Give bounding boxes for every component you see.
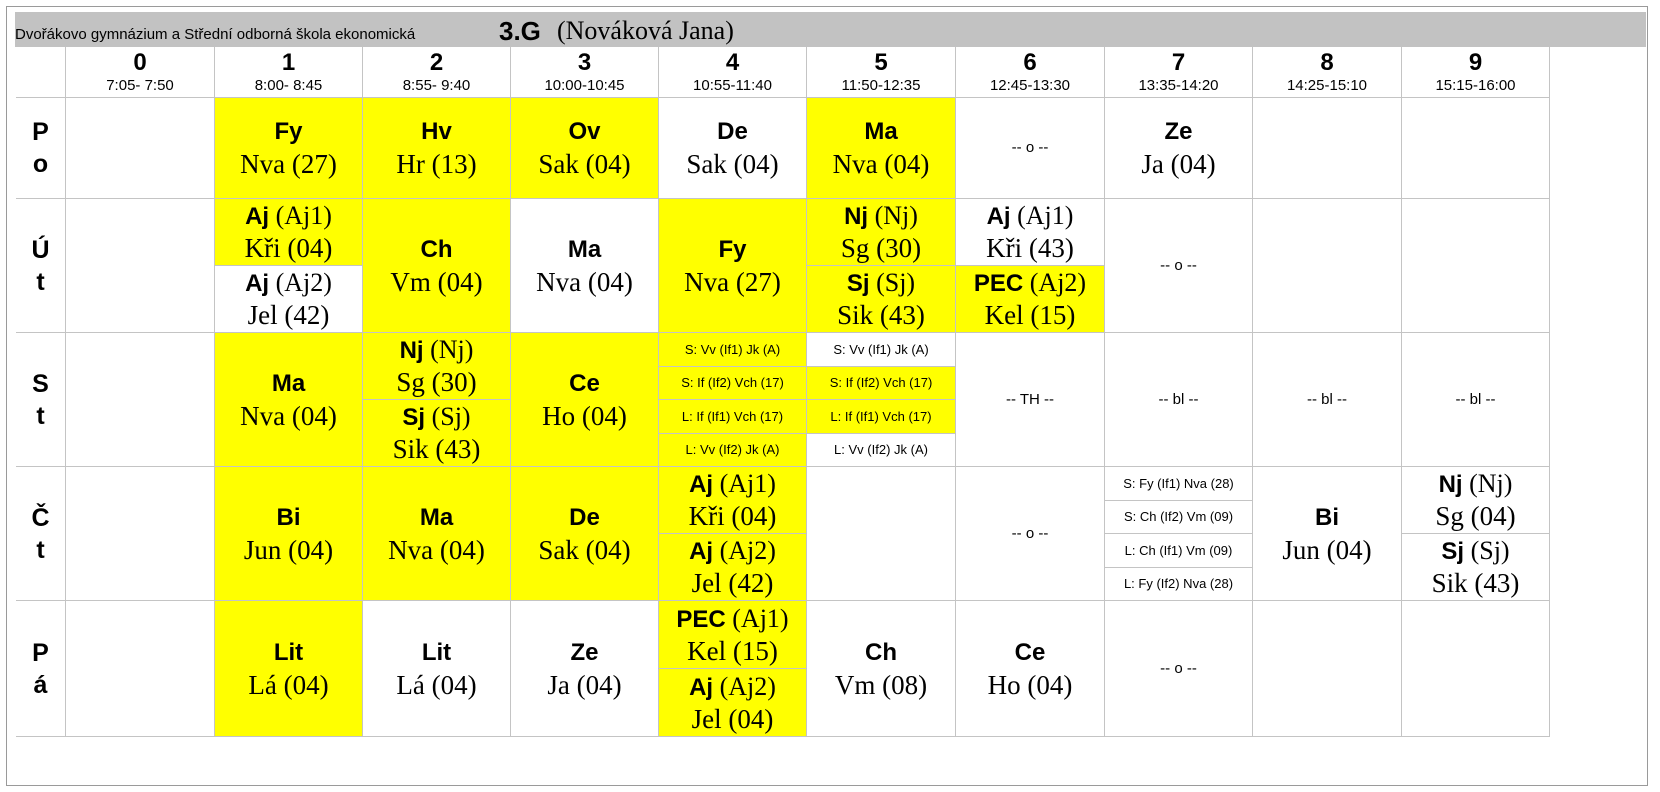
lesson-cell xyxy=(1402,333,1550,467)
lesson-teacher-room: Sg (30) xyxy=(840,233,922,263)
lesson-cell xyxy=(215,601,363,737)
lesson-cell xyxy=(215,98,363,199)
lesson-subject xyxy=(511,368,658,400)
lesson-teacher-room: Lá (04) xyxy=(396,669,477,700)
lesson-subject xyxy=(807,116,955,148)
lesson-cell xyxy=(807,266,956,333)
day-label-3 xyxy=(16,467,66,601)
subject-code: Sj xyxy=(846,270,870,297)
lesson-cell xyxy=(659,367,807,400)
slot-note: -- o -- xyxy=(1011,139,1049,156)
lesson-subject xyxy=(363,116,510,148)
lesson-teacher-room: Sg (04) xyxy=(1435,501,1516,531)
lesson-cell xyxy=(363,199,511,333)
lesson-cell xyxy=(215,266,363,333)
subject-code: Hv xyxy=(421,118,452,145)
lesson-subject xyxy=(659,116,806,148)
lesson-subject xyxy=(807,637,955,669)
period-header-0 xyxy=(66,47,215,98)
lesson-split-entry: S: Ch (If2) Vm (09) xyxy=(1123,509,1234,524)
lesson-group: (Aj2) xyxy=(713,536,776,565)
empty-slot xyxy=(66,467,215,601)
lesson-cell xyxy=(659,467,807,534)
day-label-1 xyxy=(16,199,66,333)
subject-code: Nj xyxy=(844,203,869,230)
period-number: 6 xyxy=(1023,49,1037,76)
lesson-subject xyxy=(956,200,1104,232)
period-time: 10:00-10:45 xyxy=(544,77,625,94)
lesson-cell xyxy=(1402,534,1550,601)
slot-note: -- o -- xyxy=(1160,256,1197,274)
subject-code: Ma xyxy=(567,235,602,263)
subject-code: PEC xyxy=(676,605,726,633)
lesson-teacher-room: Nva (04) xyxy=(240,400,337,431)
period-header-5 xyxy=(807,47,956,98)
lesson-group: (Aj1) xyxy=(269,201,332,230)
period-header-1 xyxy=(215,47,363,98)
lesson-subject xyxy=(511,637,658,669)
subject-code: Bi xyxy=(1315,503,1339,531)
lesson-cell xyxy=(659,669,807,737)
period-number: 4 xyxy=(725,49,740,76)
subject-code: Lit xyxy=(273,638,304,666)
lesson-teacher-room: Nva (04) xyxy=(388,534,485,565)
lesson-cell xyxy=(807,98,956,199)
lesson-teacher-room: Ja (04) xyxy=(1141,149,1216,179)
slot-note: -- bl -- xyxy=(1455,390,1496,408)
period-number: 8 xyxy=(1320,49,1334,76)
day-letter: P xyxy=(32,638,49,667)
lesson-cell xyxy=(956,199,1105,266)
lesson-subject xyxy=(807,200,955,232)
lesson-group: (Sj) xyxy=(1464,536,1510,565)
lesson-subject xyxy=(511,502,658,534)
lesson-cell xyxy=(956,266,1105,333)
lesson-cell xyxy=(956,467,1105,601)
lesson-cell xyxy=(807,400,956,434)
lesson-cell xyxy=(1105,568,1253,601)
lesson-split-entry: S: Vv (If1) Jk (A) xyxy=(833,341,929,357)
day-letter: S xyxy=(32,369,49,398)
lesson-cell xyxy=(363,601,511,737)
subject-code: Fy xyxy=(274,118,303,145)
period-header-7 xyxy=(1105,47,1253,98)
lesson-cell xyxy=(1105,534,1253,568)
subject-code: Ov xyxy=(568,118,601,145)
empty-slot xyxy=(66,333,215,467)
empty-slot xyxy=(1402,601,1550,737)
lesson-cell xyxy=(1105,333,1253,467)
lesson-subject xyxy=(215,368,362,400)
lesson-teacher-room: Nva (27) xyxy=(240,149,337,179)
lesson-split-entry: S: If (If2) Vch (17) xyxy=(681,375,784,390)
subject-code: De xyxy=(717,118,748,145)
period-header-4 xyxy=(659,47,807,98)
lesson-teacher-room: Hr (13) xyxy=(396,149,477,179)
lesson-cell xyxy=(807,199,956,266)
lesson-split-entry: L: Fy (If2) Nva (28) xyxy=(1123,576,1234,591)
lesson-split-entry: S: If (If2) Vch (17) xyxy=(829,375,933,390)
subject-code: Lit xyxy=(421,638,452,666)
subject-code: Nj xyxy=(399,337,424,364)
subject-code: Aj xyxy=(689,673,714,701)
lesson-teacher-room: Jel (42) xyxy=(691,568,774,598)
lesson-subject xyxy=(659,535,806,567)
lesson-teacher-room: Sak (04) xyxy=(686,149,779,179)
lesson-split-entry: L: Vv (If2) Jk (A) xyxy=(685,442,780,457)
period-time: 7:05- 7:50 xyxy=(106,77,174,94)
lesson-teacher-room: Kři (43) xyxy=(986,233,1074,263)
subject-code: Ze xyxy=(570,638,599,666)
lesson-teacher-room: Lá (04) xyxy=(248,669,329,700)
subject-code: Aj xyxy=(689,538,714,565)
empty-slot xyxy=(1402,199,1550,333)
lesson-subject xyxy=(1402,468,1549,500)
lesson-teacher-room: Kři (04) xyxy=(244,233,333,263)
lesson-cell xyxy=(215,199,363,266)
empty-slot xyxy=(1402,98,1550,199)
lesson-teacher-room: Kel (15) xyxy=(984,300,1076,330)
school-name: Dvořákovo gymnázium a Střední odborná škola ekonomická xyxy=(15,26,416,43)
period-header-9 xyxy=(1402,47,1550,98)
slot-note: -- TH -- xyxy=(1005,390,1055,408)
day-letter: t xyxy=(36,267,45,296)
lesson-subject xyxy=(511,234,658,266)
day-label-4 xyxy=(16,601,66,737)
lesson-cell xyxy=(1105,199,1253,333)
subject-code: De xyxy=(569,503,600,531)
period-number: 9 xyxy=(1468,49,1483,76)
subject-code: Ch xyxy=(865,638,897,666)
lesson-teacher-room: Nva (27) xyxy=(684,266,781,297)
lesson-subject xyxy=(807,267,955,299)
lesson-group: (Nj) xyxy=(423,335,474,364)
lesson-cell xyxy=(511,333,659,467)
day-letter: t xyxy=(36,535,45,564)
lesson-group: (Aj2) xyxy=(269,268,332,297)
lesson-subject xyxy=(956,267,1104,299)
empty-slot xyxy=(1253,199,1402,333)
lesson-cell xyxy=(659,400,807,434)
subject-code: Ma xyxy=(419,503,454,531)
subject-code: Ma xyxy=(271,369,306,397)
lesson-subject xyxy=(1253,502,1401,534)
lesson-teacher-room: Nva (04) xyxy=(832,149,930,179)
lesson-cell xyxy=(1105,601,1253,737)
lesson-subject xyxy=(363,334,510,366)
day-letter: Ú xyxy=(31,235,50,264)
lesson-cell xyxy=(1253,467,1402,601)
lesson-teacher-room: Jel (42) xyxy=(247,300,330,330)
period-time: 15:15-16:00 xyxy=(1435,77,1516,94)
period-number: 1 xyxy=(281,49,296,76)
lesson-teacher-room: Kři (04) xyxy=(688,501,777,531)
lesson-subject xyxy=(363,401,510,433)
subject-code: Ze xyxy=(1164,118,1193,145)
lesson-teacher-room: Jun (04) xyxy=(1282,534,1372,565)
lesson-group: (Nj) xyxy=(868,201,918,230)
lesson-split-entry: L: Vv (If2) Jk (A) xyxy=(834,442,928,457)
lesson-subject xyxy=(363,637,510,669)
lesson-subject xyxy=(215,267,362,299)
lesson-group: (Sj) xyxy=(425,402,471,431)
lesson-cell xyxy=(956,98,1105,199)
lesson-cell xyxy=(511,601,659,737)
lesson-teacher-room: Ho (04) xyxy=(542,400,627,431)
lesson-split-entry: L: If (If1) Vch (17) xyxy=(830,408,932,424)
day-label-2 xyxy=(16,333,66,467)
day-letter: t xyxy=(36,401,45,430)
period-header-8 xyxy=(1253,47,1402,98)
lesson-cell xyxy=(363,333,511,400)
lesson-subject xyxy=(956,637,1104,669)
lesson-teacher-room: Ja (04) xyxy=(547,669,622,700)
lesson-cell xyxy=(1105,98,1253,199)
subject-code: Fy xyxy=(718,235,747,263)
slot-note: -- o -- xyxy=(1160,659,1197,677)
period-number: 0 xyxy=(133,49,147,76)
lesson-subject xyxy=(215,116,362,148)
subject-code: Ma xyxy=(864,118,898,145)
lesson-cell xyxy=(659,434,807,467)
empty-slot xyxy=(807,467,956,601)
empty-slot xyxy=(66,98,215,199)
empty-slot xyxy=(66,199,215,333)
day-letter: Č xyxy=(31,503,50,532)
period-time: 10:55-11:40 xyxy=(693,77,772,94)
day-label-0 xyxy=(16,98,66,199)
slot-note: -- bl -- xyxy=(1158,390,1199,408)
lesson-subject xyxy=(215,637,362,669)
subject-code: Bi xyxy=(276,503,301,531)
lesson-subject xyxy=(215,200,362,232)
lesson-cell xyxy=(1253,333,1402,467)
subject-code: Sj xyxy=(402,404,426,431)
lesson-teacher-room: Sik (43) xyxy=(392,434,481,464)
subject-code: Aj xyxy=(689,471,714,498)
lesson-group: (Aj1) xyxy=(1010,201,1074,230)
period-number: 2 xyxy=(429,49,444,76)
lesson-cell xyxy=(511,98,659,199)
period-time: 12:45-13:30 xyxy=(989,77,1071,94)
lesson-cell xyxy=(363,467,511,601)
lesson-group: (Sj) xyxy=(869,268,916,297)
lesson-group: (Aj2) xyxy=(1023,268,1087,297)
lesson-cell xyxy=(659,333,807,367)
lesson-teacher-room: Kel (15) xyxy=(687,635,778,666)
lesson-cell xyxy=(363,400,511,467)
lesson-split-entry: S: Fy (If1) Nva (28) xyxy=(1123,475,1234,491)
lesson-split-entry: L: Ch (If1) Vm (09) xyxy=(1124,542,1233,558)
lesson-subject xyxy=(659,234,806,266)
class-name: 3.G xyxy=(499,16,541,46)
lesson-teacher-room: Sak (04) xyxy=(538,534,631,565)
lesson-group: (Aj1) xyxy=(713,469,776,498)
lesson-group: (Aj1) xyxy=(725,603,789,633)
lesson-subject xyxy=(363,502,510,534)
lesson-cell xyxy=(511,199,659,333)
lesson-cell xyxy=(363,98,511,199)
lesson-subject xyxy=(215,502,362,534)
class-teacher: (Nováková Jana) xyxy=(557,16,734,45)
subject-code: Ce xyxy=(1014,638,1046,666)
lesson-teacher-room: Sak (04) xyxy=(538,149,631,179)
lesson-split-entry: L: If (If1) Vch (17) xyxy=(681,408,784,424)
lesson-subject xyxy=(1105,116,1252,148)
slot-note: -- bl -- xyxy=(1307,390,1347,408)
lesson-cell xyxy=(659,199,807,333)
lesson-group: (Nj) xyxy=(1462,469,1513,498)
lesson-teacher-room: Ho (04) xyxy=(987,669,1073,700)
period-time: 8:00- 8:45 xyxy=(254,77,323,94)
lesson-subject xyxy=(363,234,510,266)
lesson-split-entry: S: Vv (If1) Jk (A) xyxy=(684,341,781,357)
subject-code: Aj xyxy=(986,203,1011,230)
lesson-cell xyxy=(659,601,807,669)
lesson-cell xyxy=(659,534,807,601)
period-time: 13:35-14:20 xyxy=(1138,77,1219,94)
period-time: 11:50-12:35 xyxy=(841,77,921,94)
subject-code: PEC xyxy=(973,270,1024,297)
empty-slot xyxy=(1253,98,1402,199)
lesson-cell xyxy=(807,434,956,467)
lesson-group: (Aj2) xyxy=(713,671,776,701)
lesson-cell xyxy=(807,333,956,367)
subject-code: Ch xyxy=(420,235,453,263)
period-number: 5 xyxy=(874,49,888,76)
lesson-teacher-room: Jel (04) xyxy=(691,703,774,734)
lesson-cell xyxy=(1105,467,1253,501)
lesson-cell xyxy=(659,98,807,199)
period-number: 7 xyxy=(1171,49,1186,76)
lesson-subject xyxy=(1402,535,1549,567)
subject-code: Aj xyxy=(245,203,270,230)
subject-code: Ce xyxy=(569,369,600,397)
lesson-subject xyxy=(511,116,658,148)
empty-slot xyxy=(66,601,215,737)
lesson-cell xyxy=(215,333,363,467)
lesson-teacher-room: Vm (08) xyxy=(834,669,928,700)
period-header-2 xyxy=(363,47,511,98)
period-header-3 xyxy=(511,47,659,98)
lesson-cell xyxy=(807,601,956,737)
lesson-teacher-room: Vm (04) xyxy=(390,266,483,297)
lesson-cell xyxy=(215,467,363,601)
subject-code: Nj xyxy=(1438,471,1463,498)
slot-note: -- o -- xyxy=(1011,524,1049,542)
lesson-subject xyxy=(659,603,806,635)
lesson-teacher-room: Jun (04) xyxy=(243,534,334,565)
subject-code: Aj xyxy=(245,270,270,297)
lesson-subject xyxy=(659,671,806,703)
lesson-teacher-room: Sik (43) xyxy=(837,300,925,330)
subject-code: Sj xyxy=(1441,538,1465,565)
period-time: 8:55- 9:40 xyxy=(402,77,471,94)
corner-cell xyxy=(16,47,66,98)
day-letter: P xyxy=(32,118,49,146)
empty-slot xyxy=(1253,601,1402,737)
period-number: 3 xyxy=(577,49,592,76)
lesson-teacher-room: Nva (04) xyxy=(536,266,633,297)
lesson-cell xyxy=(956,333,1105,467)
lesson-teacher-room: Sg (30) xyxy=(396,367,477,397)
lesson-cell xyxy=(956,601,1105,737)
day-letter: á xyxy=(33,670,48,699)
period-header-6 xyxy=(956,47,1105,98)
lesson-cell xyxy=(511,467,659,601)
lesson-subject xyxy=(659,468,806,500)
lesson-teacher-room: Sik (43) xyxy=(1431,568,1520,598)
period-time: 14:25-15:10 xyxy=(1286,77,1368,94)
day-letter: o xyxy=(32,150,49,178)
lesson-cell xyxy=(1402,467,1550,534)
lesson-cell xyxy=(1105,501,1253,534)
lesson-cell xyxy=(807,367,956,400)
